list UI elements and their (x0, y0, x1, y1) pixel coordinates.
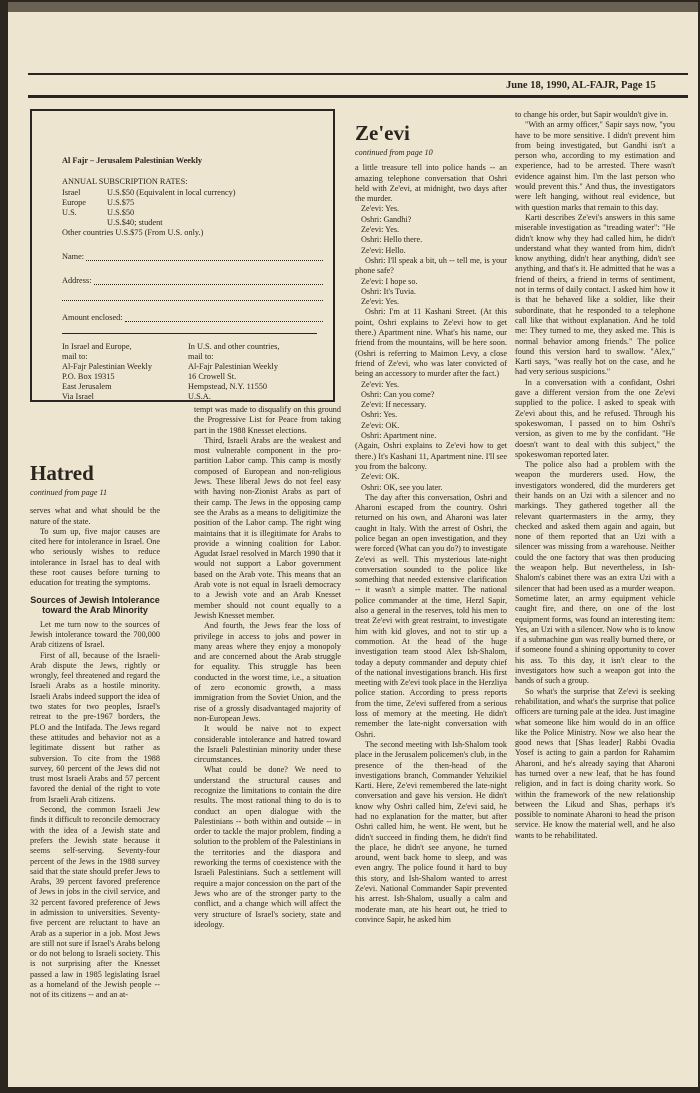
paragraph: "With an army officer," Sapir says now, "you have to be more sensitive. I didn't prevent him from being investigated, but Gandhi isn't a person who, according to my estimation and experience, had to be arrested. There wasn't evidence against him. I'm the last person who would prevent this." And thus, the investigators were left hanging, without real evidence, but with question marks that remain to this day. (515, 120, 675, 212)
paragraph: First of all, because of the Israeli-Arab dispute the Jews, rightly or wrongly, feel threatened and regard the Israeli Arabs as a hostile minority. Israeli Arabs indeed support the idea of two states for two peoples, Israel's retreat to the pre-1967 borders, the PLO and the Intifada. The Jews regard these attitudes and behavior not as a legitimate dissent but rather as subversion. To cite from the 1988 survey, 60 percent of the Jews did not trust most Israeli Arabs and 57 percent favored the denial of the right to vote from Israeli Arab citizens. (30, 650, 160, 804)
paragraph: What could be done? We need to understand the structural causes and recognize the limitations to contain the dire results. The most rational thing to do is to conduct an open dialogue with the Palestinians -- both within and outside -- in order to tackle the major problem, finding a solution to the problem of the Palestinians in the territories and the diaspora and reworking the terms of coexistence with the Israeli Palestinians. Such a settlement will require a major concession on the part of the Jews who are of the stronger party to the conflict, and a change which will affect the very structure of Israel's society, state and ideology. (194, 765, 341, 929)
dialogue-line: Oshri: Yes. (361, 410, 398, 420)
dialogue-line: Ze'evi: OK. (361, 472, 400, 482)
dialogue-line: Ze'evi: Yes. (361, 204, 400, 214)
address-blank-line (62, 300, 323, 301)
header-rule-bottom (28, 95, 688, 98)
paragraph: Second, the common Israeli Jew finds it difficult to reconcile democracy with the idea of a Jewish state and prefers the Jewish state because it seems self-serving. Seventy-four percent of the Jews in the 1988 survey said that the state should prefer Jews to Arabs, 39 percent favored preference of Jews in jobs in the civil service, and 32 percent favored preference of Jews in admission to universities. Seventy-five percent are reluctant to have an Arab as a superior in a job. Most Jews are still not sure if Israel's Arabs belong or do not belong to Israeli society. This is not surprising after the Knesset passed a law in 1985 legislating Israel as a homeland of the Jewish people -- not of its citizens -- and an at- (30, 805, 160, 1000)
paragraph: (Again, Oshri explains to Ze'evi how to get there.) It's Kashani 11, Apartment nine. I'll see you from the balcony. (355, 441, 507, 471)
rate-row: U.S.$40; student (107, 218, 163, 227)
hatred-headline: Hatred (30, 461, 94, 485)
subscription-box (30, 109, 335, 402)
rate-row: U.S. U.S.$50 (62, 208, 135, 217)
top-edge (8, 2, 698, 12)
dialogue-line: Ze'evi: Yes. (361, 379, 400, 389)
dialogue-line: Oshri: Can you come? (361, 389, 435, 399)
zeevi-column-2 (515, 110, 675, 841)
dialogue-line: Ze'evi: Yes. (361, 225, 400, 235)
mailing-addresses (62, 342, 323, 402)
hatred-subhead: Sources of Jewish Intolerance toward the Arab Minority (30, 594, 160, 616)
paragraph: to change his order, but Sapir wouldn't give in. (515, 110, 669, 119)
address-us-other: In U.S. and other countries, mail to: Al-Fajr Palestinian Weekly 16 Crowell St. Hempstead, N.Y. 11550 U.S.A. (188, 342, 280, 401)
header-rule-top (28, 73, 688, 75)
hatred-continued: continued from page 11 (30, 488, 108, 497)
dialogue-line: Ze'evi: Hello. (361, 245, 406, 255)
paragraph: Let me turn now to the sources of Jewish intolerance toward the 700,000 Arab citizens of Israel. (30, 619, 160, 650)
zeevi-headline: Ze'evi (355, 121, 410, 145)
paragraph: The day after this conversation, Oshri and Aharoni escaped from the country. Oshri returned on his own, and Aharoni was later caught in Italy. With the arrest of Oshri, the police began an open investigation, and they were forced (What can you do?) to investigate Ze'evi as well. This mysterious late-night conversation sounded to the police like something that needed extensive clarification -- it wasn't a simple matter. The national police commander at the time, Herzl Sapir, also a general in the reserves, told his men to treat Ze'evi with great restraint, to investigate him with kid gloves, and not to stir up a commotion. At the head of the huge investigation team stood Alex Ish-Shalom, today a deputy commander and deputy chief of the national investigations branch. His first meeting with Ze'evi took place in the Herzliya police station. According to press reports from the time, Ze'evi suffered from a serious loss of memory at the meeting. He didn't remember the late-night conversation with Oshri. (355, 492, 507, 739)
paragraph: a little treasure tell into police hands -- an amazing telephone conversation that Oshri held with Ze'evi, at midnight, two days after the murder. (355, 163, 507, 204)
dialogue-line: Ze'evi: Yes. (361, 297, 400, 307)
dialogue-line: Ze'evi: If necessary. (361, 400, 427, 410)
paragraph: In a conversation with a confidant, Oshri gave a different version from the one Ze'evi supplied to the police. I asked to speak with Ze'evi about this, and he refused. Through his spokeswoman, I passed on to him Oshri's version, as given to me by the confidant. "He doesn't want to deal with this subject," the spokeswoman reported later. (515, 377, 675, 459)
dialogue-line: Oshri: I'll speak a bit, uh -- tell me, is your phone safe? (355, 255, 507, 276)
amount-field: Amount enclosed: (62, 313, 323, 323)
paragraph: And fourth, the Jews fear the loss of privilege in access to jobs and power in many areas where they enjoy a monopoly and are concerned about the Arab struggle for equality. This struggle has been conducted in the worst time, i.e., a situation of zero economic growth, a mass immigration from the Soviet Union, and the rise of a grossly disadvantaged majority of non-European Jews. (194, 621, 341, 723)
paragraph: So what's the surprise that Ze'evi is seeking rehabilitation, and what's the surprise that police officers are turning pale at the idea. Just imagine what someone like him would do in an office like the Police Ministry. Now we also hear the good news that [Shas leader] Rabbi Ovadia Yosef is acting to gain a pardon for Rahamim Aharoni, and he's already saying that Aharoni has turned over a new leaf, that he has found religion, and in fact is doing charity work. So within the framework of the new relationship between the Likud and Shas, perhaps it's possible to nominate Aharoni to head the prison service. He know the material well, and he also wants to be rehabilitated. (515, 686, 675, 840)
zeevi-continued: continued from page 10 (355, 148, 433, 157)
newspaper-page (8, 2, 698, 1087)
dialogue-line: Oshri: I'm at 11 Kashani Street. (At this point, Oshri explains to Ze'evi how to get there.) Apartment nine. What's his name, our friend from the mountains, will be here soon. (Oshri is referring to Maimon Levy, a close friend of Ze'evi, who was later convicted of being an accessory to murder after the fact.) (355, 307, 507, 379)
paragraph: It would be naive not to expect considerable intolerance and hatred toward the Israeli Palestinian minority under these circumstances. (194, 724, 341, 765)
page-header: June 18, 1990, AL-FAJR, Page 15 (506, 80, 656, 91)
dialogue-line: Ze'evi: OK. (361, 420, 400, 430)
dialogue-line: Oshri: Apartment nine. (361, 431, 437, 441)
zeevi-column-1 (355, 122, 507, 925)
paragraph: Karti describes Ze'evi's answers in this same miserable investigation as "treading water": "He didn't know why they had called him, he didn't understand what they wanted from him, didn't know anything, didn't hear anything, didn't see anything, and that's it. He admitted that he was a friend of theirs, a friend in terms of sentiment, not in terms of daily contact. I asked him how it is that he behaved like a soldier, like their subordinate, that he responded to a telephone call like that without explanation. And he told me: They turned to me, they asked me. This is normal behavior among friends." The police found this version hard to swallow. "Alex," Karti says, "was really hot on the case, and he had very serious suspicions." (515, 212, 675, 377)
dialogue-line: Oshri: It's Tuvia. (361, 286, 416, 296)
hatred-column-1 (30, 462, 160, 1001)
paragraph: To sum up, five major causes are cited here for intolerance in Israel. One who seriously wishes to reduce intolerance in Israel has to deal with these root causes before turning to education for treating the symptoms. (30, 526, 160, 588)
dialogue-line: Oshri: OK, see you later. (361, 482, 443, 492)
paragraph: The second meeting with Ish-Shalom took place in the Jerusalem policemen's club, in the presence of the then-head of the investigations branch, Commander Yehzikiel Karti. Here, Ze'evi remembered the late-night conversation and gave his version. He didn't know why Oshri called him, Ze'evi said, he had no explanation for the matter, but after Oshri called him, he went. He went, but he didn't succeed in finding them, he didn't find the place, he didn't see anyone, he turned around, went back home to sleep, and was even angry. The police found it hard to buy this story, and Ish-Shalom wanted to arrest Ze'evi. National Commander Sapir prevented his arrest. Ish-Shalom, usually a calm and moderate man, ate his heart out, he tried to convince Sapir, he asked him (355, 739, 507, 924)
dialogue-line: Oshri: Hello there. (361, 235, 423, 245)
subscription-title: Al Fajr – Jerusalem Palestinian Weekly (62, 156, 203, 165)
address-field: Address: (62, 276, 323, 286)
dialogue-line: Ze'evi: I hope so. (361, 276, 418, 286)
rate-row: Israel U.S.$50 (Equivalent in local currency) (62, 188, 236, 197)
dialogue-line: Oshri: Gandhi? (361, 214, 412, 224)
rate-row: Europe U.S.$75 (62, 198, 135, 207)
hatred-column-2 (194, 405, 341, 930)
paragraph: Third, Israeli Arabs are the weakest and most vulnerable component in the pro-partition Labor camp. This camp is mostly composed of European and non-religious Jews. These liberal Jews do not feel easy with having non-Zionist Arabs as part of their camp. The Jews in the opposing camp see the Arabs as a means to deligitimize the position of the Labor camp. The right wing maintains that it is illegitimate for Arabs to provide a winning coalition for Labor. Agudat Israel resolved in March 1990 that it would not support a Labor government based on the Arab vote. This means that an Arab vote is not equal in Israeli democracy to a Jewish vote and an Arab Knesset member should not count equally to a Jewish Knesset member. (194, 435, 341, 620)
subscription-divider (62, 333, 317, 334)
rate-row: Other countries U.S.$75 (From U.S. only.) (62, 228, 204, 237)
paragraph: The police also had a problem with the weapon the murderers used. How, the investigators wondered, did the murderers get their hands on an Uzi with a silencer and no markings. They gathered together all the relevant quartermasters in the army, they checked and asked them again and again, but none of them reported that an Uzi with a silencer was missing from a warehouse. Neither could the one factory that was then producing the weapon help. But nevertheless, in Ish-Shalom's cabinet there was an extra Uzi with a silencer that had been used as a murder weapon. Sometime later, an army equipment vehicle caught fire, and there, on one of the lost equipment forms, was found an interesting item: Yes, an Uzi with a silencer. Now who is to know if a submachine gun was really burned there, or if someone found a shining opportunity to cover his ass. To this day, it isn't clear to the investigators how such a weapon got into the hands of such a group. (515, 460, 675, 686)
name-field: Name: (62, 252, 323, 262)
address-israel-europe: In Israel and Europe, mail to: Al-Fajr Palestinian Weekly P.O. Box 19315 East Jerusalem Via Israel (62, 342, 152, 401)
paragraph: tempt was made to disqualify on this ground the Progressive List for Peace from taking part in the 1988 Knesset elections. (194, 405, 341, 435)
rates-heading: ANNUAL SUBSCRIPTION RATES: (62, 177, 188, 186)
paragraph: serves what and what should be the nature of the state. (30, 506, 160, 526)
